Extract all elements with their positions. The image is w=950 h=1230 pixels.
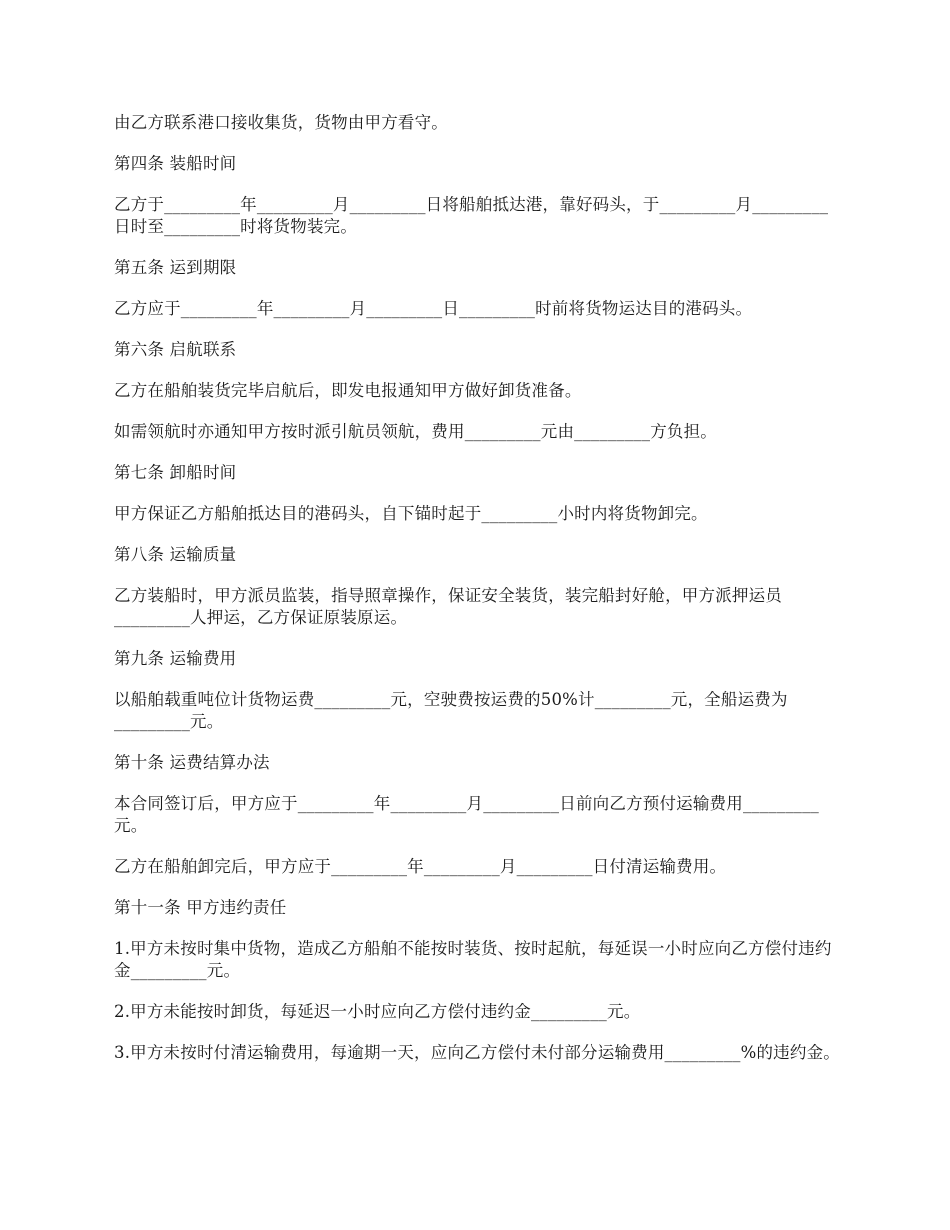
body-paragraph: 乙方装船时，甲方派员监装，指导照章操作，保证安全装货，装完船封好舱，甲方派押运员_________人押运，乙方保证原装原运。	[114, 586, 782, 627]
document-page	[114, 112, 842, 1083]
body-paragraph: 以船舶载重吨位计货物运费_________元，空驶费按运费的50%计_________元，全船运费为_________元。	[114, 690, 788, 731]
article-heading: 第十一条 甲方违约责任	[114, 898, 287, 917]
body-paragraph: 本合同签订后，甲方应于_________年_________月_________日前向乙方预付运输费用_________元。	[114, 794, 819, 835]
body-paragraph: 如需领航时亦通知甲方按时派引航员领航，费用_________元由_________方负担。	[114, 422, 717, 441]
article-heading: 第八条 运输质量	[114, 545, 237, 564]
list-item: 1.甲方未按时集中货物，造成乙方船舶不能按时装货、按时起航，每延误一小时应向乙方偿付违约金_________元。	[114, 939, 832, 980]
list-item: 3.甲方未按时付清运输费用，每逾期一天，应向乙方偿付未付部分运输费用_________%的违约金。	[114, 1043, 840, 1062]
body-paragraph: 乙方在船舶卸完后，甲方应于_________年_________月_________日付清运输费用。	[114, 857, 727, 876]
body-paragraph: 乙方于_________年_________月_________日将船舶抵达港，靠好码头，于_________月_________日时至_________时将货物装完。	[114, 195, 829, 236]
body-paragraph: 乙方在船舶装货完毕启航后，即发电报通知甲方做好卸货准备。	[114, 381, 582, 400]
list-item: 2.甲方未能按时卸货，每延迟一小时应向乙方偿付违约金_________元。	[114, 1002, 641, 1021]
article-heading: 第四条 装船时间	[114, 154, 237, 173]
article-heading: 第九条 运输费用	[114, 649, 237, 668]
body-paragraph: 乙方应于_________年_________月_________日_________时前将货物运达目的港码头。	[114, 299, 753, 318]
article-heading: 第七条 卸船时间	[114, 463, 237, 482]
article-heading: 第六条 启航联系	[114, 340, 237, 359]
article-heading: 第十条 运费结算办法	[114, 753, 270, 772]
article-heading: 第五条 运到期限	[114, 258, 237, 277]
body-paragraph: 甲方保证乙方船舶抵达目的港码头，自下锚时起于_________小时内将货物卸完。	[114, 504, 708, 523]
body-paragraph: 由乙方联系港口接收集货，货物由甲方看守。	[114, 113, 448, 132]
